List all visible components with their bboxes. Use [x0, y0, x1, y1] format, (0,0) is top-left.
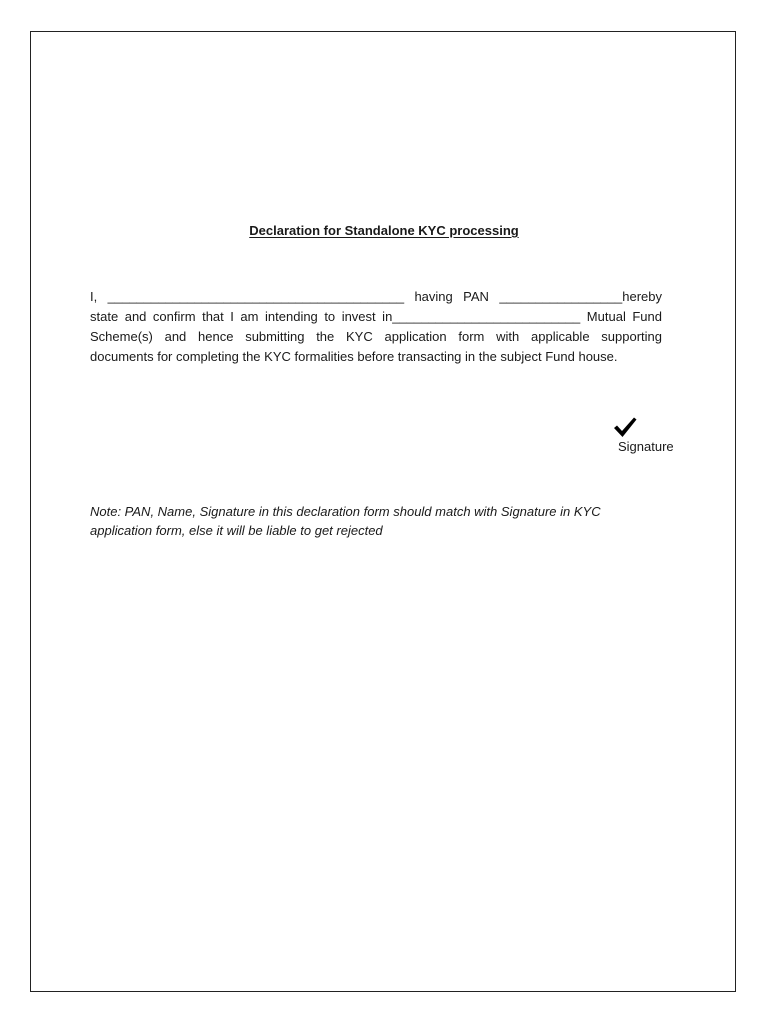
- checkmark-icon: [612, 416, 638, 438]
- signature-label: Signature: [618, 439, 674, 454]
- document-title: Declaration for Standalone KYC processing: [249, 223, 519, 238]
- note-line: Note: PAN, Name, Signature in this declaration form should match with Signature in KYC: [90, 504, 601, 519]
- note-text: [90, 502, 680, 540]
- declaration-line: I, _________________________________________ having PAN _________________hereby: [90, 289, 662, 304]
- declaration-line: state and confirm that I am intending to invest in__________________________ Mutual Fund: [90, 309, 662, 324]
- declaration-line: Scheme(s) and hence submitting the KYC application form with applicable supporting: [90, 329, 662, 344]
- note-line: application form, else it will be liable to get rejected: [90, 523, 383, 538]
- declaration-line: documents for completing the KYC formalities before transacting in the subject Fund house.: [90, 349, 618, 364]
- declaration-paragraph: [90, 287, 662, 367]
